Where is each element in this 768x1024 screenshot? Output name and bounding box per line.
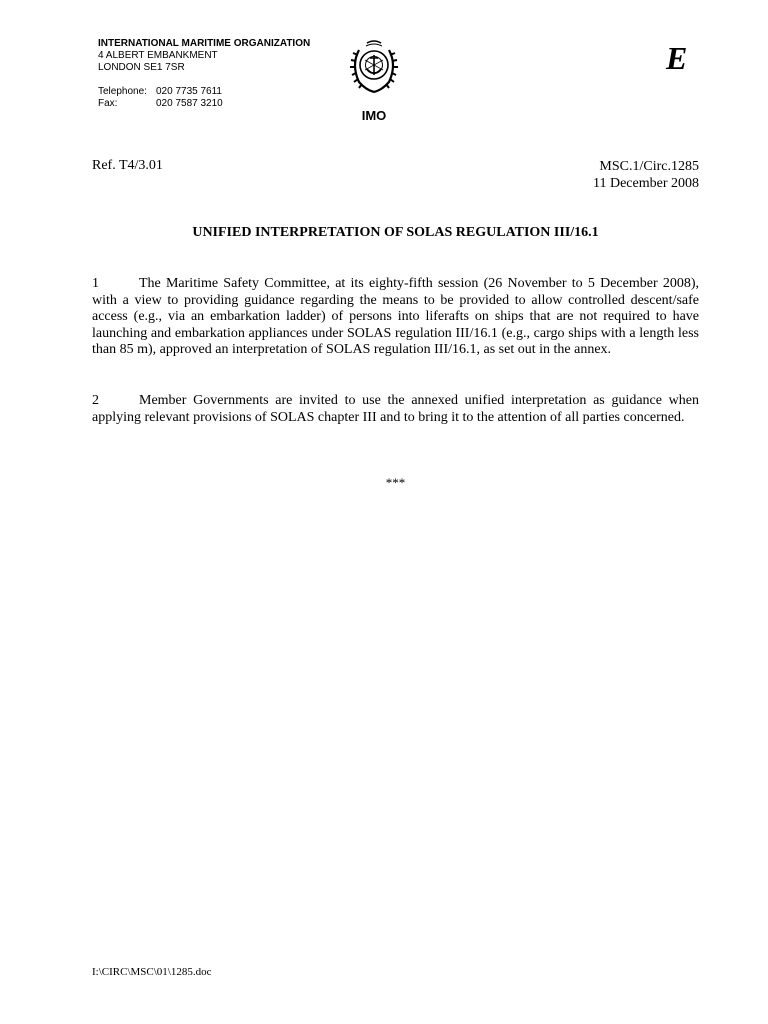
document-date: 11 December 2008 — [593, 176, 699, 191]
paragraph-number: 1 — [92, 276, 99, 291]
fax-row — [98, 98, 310, 110]
telephone-row — [98, 86, 310, 98]
fax-label: Fax: — [98, 98, 118, 109]
telephone-label: Telephone: — [98, 86, 147, 97]
section-separator: *** — [385, 475, 406, 490]
fax-number: 020 7587 3210 — [156, 98, 223, 109]
imo-logo-label: IMO — [361, 108, 387, 123]
imo-emblem-icon — [347, 38, 401, 98]
telephone-number: 020 7735 7611 — [156, 86, 222, 97]
address-line-1: 4 ALBERT EMBANKMENT — [98, 50, 218, 61]
paragraph-2 — [92, 393, 699, 426]
reference-number: Ref. T4/3.01 — [92, 158, 163, 173]
contact-info — [98, 86, 310, 110]
address-line-2: LONDON SE1 7SR — [98, 62, 185, 73]
paragraph-text: The Maritime Safety Committee, at its eighty-fifth session (26 November to 5 December 2008), with a view to providing guidance regarding the means to be provided to allow controlled descent/safe access (e.g., via an embarkation ladder) of persons into liferafts on ships that are not required to have launching and embarkation appliances under SOLAS regulation III/16.1 (e.g., cargo ships with a length less than 85 m), approved an interpretation of SOLAS regulation III/16.1, as set out in the annex. — [92, 276, 699, 358]
organization-name: INTERNATIONAL MARITIME ORGANIZATION — [98, 38, 311, 49]
file-path-footer: I:\CIRC\MSC\01\1285.doc — [92, 966, 212, 978]
document-meta — [593, 158, 699, 192]
document-title: UNIFIED INTERPRETATION OF SOLAS REGULATION III/16.1 — [192, 225, 599, 240]
paragraph-text: Member Governments are invited to use the annexed unified interpretation as guidance when applying relevant provisions of SOLAS chapter III and to bring it to the attention of all parties concerned. — [92, 393, 699, 425]
letterhead — [98, 38, 310, 110]
language-indicator: E — [666, 40, 688, 76]
paragraph-number: 2 — [92, 393, 99, 408]
circular-number: MSC.1/Circ.1285 — [599, 159, 699, 174]
paragraph-1 — [92, 276, 699, 359]
